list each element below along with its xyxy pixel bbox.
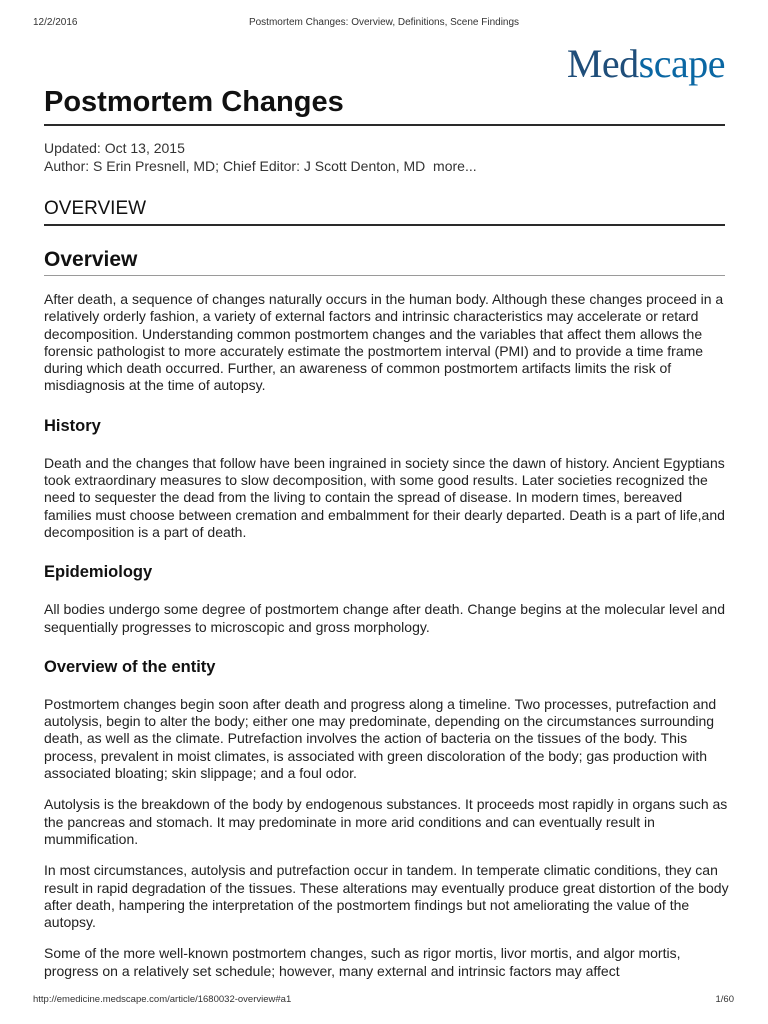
print-header bbox=[0, 17, 768, 31]
logo-med: Med bbox=[566, 41, 639, 86]
entity-paragraph-4: Some of the more well-known postmortem changes, such as rigor mortis, livor mortis, and algor mortis, progress on a relatively set schedule; however, many external and intrinsic factors may affect bbox=[44, 945, 681, 979]
print-footer bbox=[0, 994, 768, 1008]
section-divider bbox=[44, 224, 725, 226]
print-date: 12/2/2016 bbox=[33, 17, 78, 28]
title-divider bbox=[44, 124, 725, 126]
entity-heading: Overview of the entity bbox=[44, 657, 216, 676]
overview-heading: Overview bbox=[44, 248, 138, 271]
more-link[interactable]: more... bbox=[433, 158, 477, 174]
epidemiology-paragraph: All bodies undergo some degree of postmortem change after death. Change begins at the molecular level and sequentially progresses to microscopic and gross morphology. bbox=[44, 601, 725, 635]
print-url: http://emedicine.medscape.com/article/1680032-overview#a1 bbox=[33, 994, 292, 1005]
article-body bbox=[44, 291, 729, 980]
overview-paragraph: After death, a sequence of changes naturally occurs in the human body. Although these changes proceed in a relatively orderly fashion, a variety of external factors and intrinsic characteristics may accelerate or retard decomposition. Understanding common postmortem changes and the variables that affect them allows the forensic pathologist to more accurately estimate the postmortem interval (PMI) and to provide a time frame during which death occurred. Further, an awareness of common postmortem artifacts limits the risk of misdiagnosis at the time of autopsy. bbox=[44, 291, 724, 394]
section-label: OVERVIEW bbox=[44, 198, 147, 219]
article-meta bbox=[44, 139, 477, 175]
history-heading: History bbox=[44, 416, 101, 435]
entity-paragraph-3: In most circumstances, autolysis and putrefaction occur in tandem. In temperate climatic conditions, they can result in rapid degradation of the tissues. These alterations may eventually produce great distortion of the body after death, hampering the interpretation of the postmortem findings but not ameliorating the value of the autopsy. bbox=[44, 862, 729, 931]
print-doc-title: Postmortem Changes: Overview, Definitions, Scene Findings bbox=[248, 17, 520, 28]
entity-paragraph-2: Autolysis is the breakdown of the body by endogenous substances. It proceeds most rapidly in organs such as the pancreas and stomach. It may predominate in more arid conditions and can eventually result in mummification. bbox=[44, 796, 728, 847]
history-paragraph: Death and the changes that follow have been ingrained in society since the dawn of history. Ancient Egyptians took extraordinary measures to slow decomposition, with some good results. Later societies recognized the need to sequester the dead from the living to contain the spread of disease. In modern times, bereaved families must choose between cremation and embalmment for their dearly departed. Death is a part of life,and decomposition is a part of death. bbox=[44, 454, 725, 540]
updated-date: Updated: Oct 13, 2015 bbox=[44, 140, 185, 156]
epidemiology-heading: Epidemiology bbox=[44, 563, 153, 582]
entity-paragraph-1: Postmortem changes begin soon after death and progress along a timeline. Two processes, putrefaction and autolysis, begin to alter the body; either one may predominate, depending on the circumstances surrounding death, as well as the climate. Putrefaction involves the action of bacteria on the tissues of the body. This process, prevalent in moist climates, is associated with green discoloration of the body; gas production with associated bloating; skin slippage; and a foul odor. bbox=[44, 695, 717, 782]
author-text: Author: S Erin Presnell, MD; Chief Editor: J Scott Denton, MD bbox=[44, 158, 426, 174]
medscape-logo[interactable] bbox=[567, 40, 725, 88]
author-line bbox=[44, 157, 477, 175]
overview-divider bbox=[44, 275, 725, 276]
logo-scape: scape bbox=[638, 41, 725, 86]
page-title: Postmortem Changes bbox=[44, 86, 344, 118]
print-page-number: 1/60 bbox=[715, 994, 734, 1005]
